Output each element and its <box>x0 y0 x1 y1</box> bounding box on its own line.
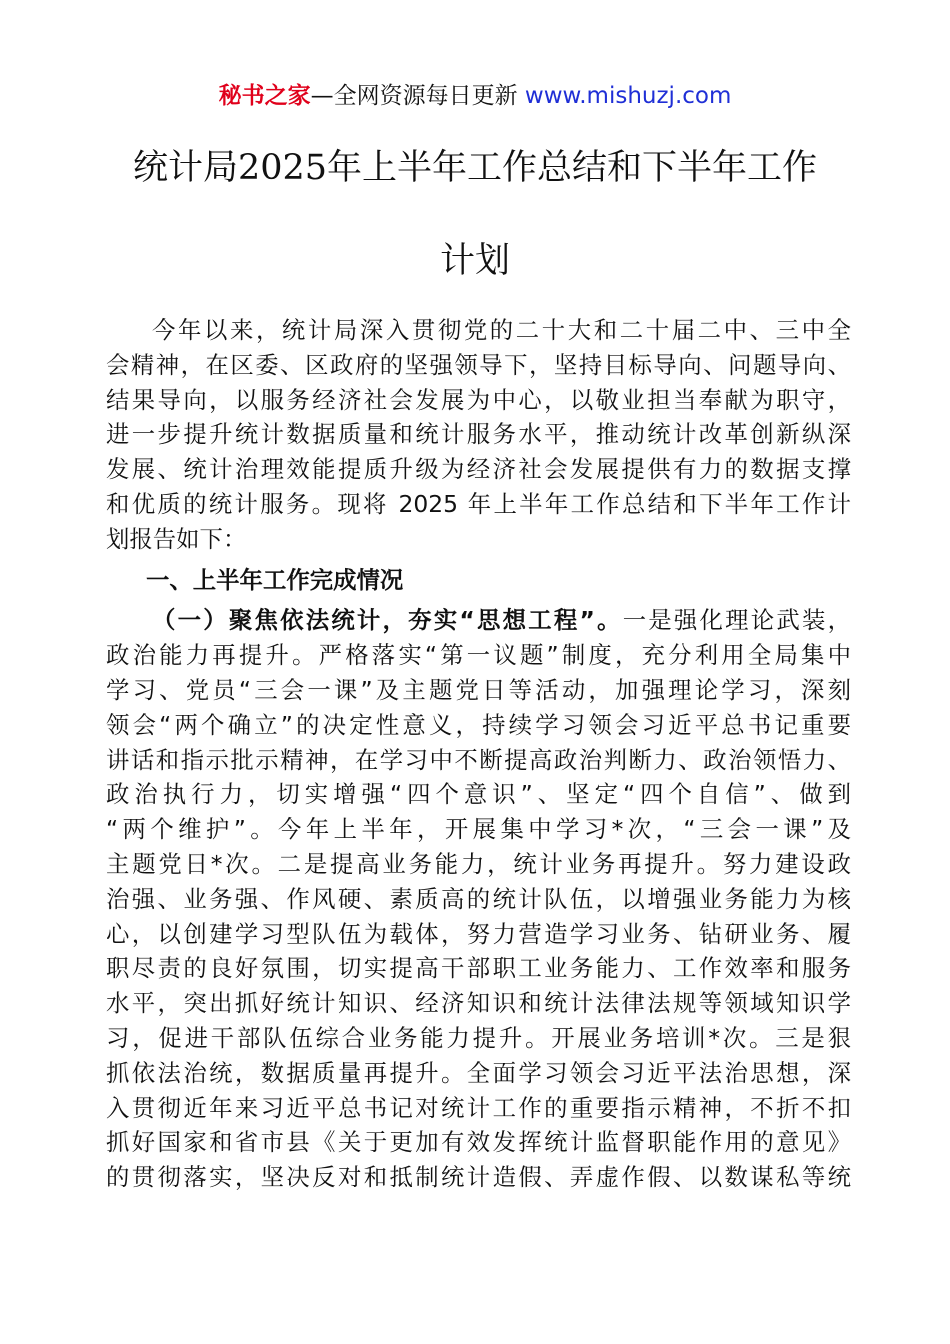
intro-line: 和优质的统计服务。现将 2025 年上半年工作总结和下半年工作计 <box>106 489 851 518</box>
document-title-line-1: 统计局2025年上半年工作总结和下半年工作 <box>132 148 818 188</box>
body-line: 治强、业务强、作风硬、素质高的统计队伍，以增强业务能力为核 <box>106 884 851 913</box>
subsection-first-line-text: 一是强化理论武装， <box>622 606 852 635</box>
intro-line: 会精神，在区委、区政府的坚强领导下，坚持目标导向、问题导向、 <box>106 350 851 379</box>
body-line: 抓好国家和省市县《关于更加有效发挥统计监督职能作用的意见》 <box>106 1128 851 1157</box>
intro-line: 结果导向，以服务经济社会发展为中心，以敬业担当奉献为职守， <box>106 385 851 414</box>
subsection-heading: （一）聚焦依法统计，夯实“思想工程”。 <box>152 606 623 635</box>
subsection-first-line <box>106 603 851 638</box>
body-line: 主题党日*次。二是提高业务能力，统计业务再提升。努力建设政 <box>106 849 851 878</box>
body-line: 抓依法治统，数据质量再提升。全面学习领会习近平法治思想，深 <box>106 1058 851 1087</box>
site-header <box>0 80 950 112</box>
body-line: 水平，突出抓好统计知识、经济知识和统计法律法规等领域知识学 <box>106 989 851 1018</box>
body-line: 讲话和指示批示精神，在学习中不断提高政治判断力、政治领悟力、 <box>106 745 851 774</box>
site-brand: 秘书之家 <box>218 83 311 109</box>
site-url-link[interactable]: www.mishuzj.com <box>524 83 732 109</box>
body-line: 政治执行力，切实增强“四个意识”、坚定“四个自信”、做到 <box>106 780 851 809</box>
intro-line: 划报告如下： <box>106 524 247 553</box>
body-line: 政治能力再提升。严格落实“第一议题”制度，充分利用全局集中 <box>106 641 851 670</box>
intro-line: 发展、统计治理效能提质升级为经济社会发展提供有力的数据支撑 <box>106 455 851 484</box>
body-line: 的贯彻落实，坚决反对和抵制统计造假、弄虚作假、以数谋私等统 <box>106 1163 851 1192</box>
body-line: 入贯彻近年来习近平总书记对统计工作的重要指示精神，不折不扣 <box>106 1093 851 1122</box>
body-line: 习，促进干部队伍综合业务能力提升。开展业务培训*次。三是狠 <box>106 1023 851 1052</box>
body-line: “两个维护”。今年上半年，开展集中学习*次，“三会一课”及 <box>106 815 851 844</box>
body-line: 领会“两个确立”的决定性意义，持续学习领会习近平总书记重要 <box>106 710 851 739</box>
site-tagline: —全网资源每日更新 <box>310 83 518 109</box>
document-title-line-2: 计划 <box>439 241 510 281</box>
body-line: 心，以创建学习型队伍为载体，努力营造学习业务、钻研业务、履 <box>106 919 851 948</box>
intro-line: 进一步提升统计数据质量和统计服务水平，推动统计改革创新纵深 <box>106 420 851 449</box>
section-heading: 一、上半年工作完成情况 <box>146 565 404 594</box>
body-line: 学习、党员“三会一课”及主题党日等活动，加强理论学习，深刻 <box>106 675 851 704</box>
body-line: 职尽责的良好氛围，切实提高干部职工业务能力、工作效率和服务 <box>106 954 851 983</box>
document-body <box>106 313 851 1195</box>
intro-line: 今年以来，统计局深入贯彻党的二十大和二十届二中、三中全 <box>152 316 851 344</box>
